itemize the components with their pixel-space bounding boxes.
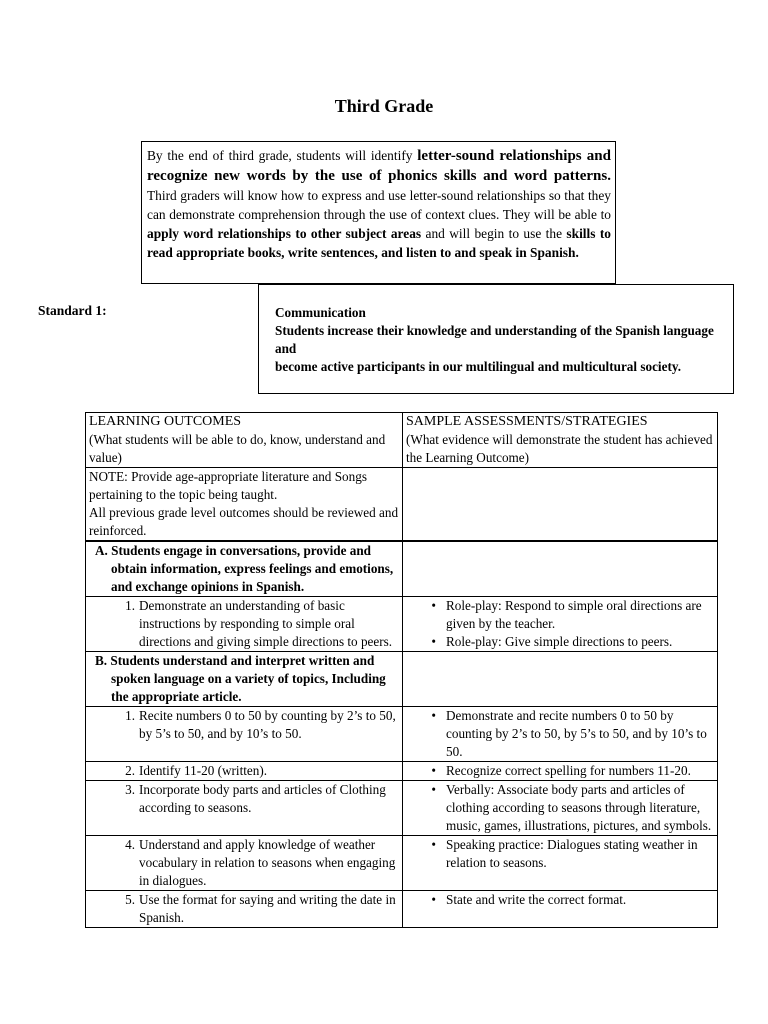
outcome-text: Recite numbers 0 to 50 by counting by 2’s to 50, by 5’s to 50, and by 10’s to 50.: [139, 708, 396, 741]
outcome-cell: [86, 781, 403, 836]
outcome-text: Demonstrate an understanding of basic instructions by responding to simple oral directions and giving simple directions to peers.: [139, 598, 393, 649]
bullet-icon: •: [431, 837, 436, 852]
section-a-row: [86, 541, 718, 597]
table-row: [86, 836, 718, 891]
outcome-cell: [86, 836, 403, 891]
outcome-cell: [86, 762, 403, 781]
strategy-text: Recognize correct spelling for numbers 11-20.: [446, 763, 691, 778]
outcome-number: 1.: [125, 708, 135, 723]
header-cell-assessments: [403, 413, 718, 468]
intro-text-3: and will begin to use the: [421, 226, 567, 241]
strategy-item: [406, 781, 714, 835]
standard-box: [258, 284, 734, 394]
outcome-text: Understand and apply knowledge of weather vocabulary in relation to seasons when engaging in dialogues.: [139, 837, 396, 888]
outcome-item: [89, 707, 399, 743]
strategy-text: Speaking practice: Dialogues stating weather in relation to seasons.: [446, 837, 698, 870]
page-title: Third Grade: [334, 96, 434, 116]
outcomes-column-heading: LEARNING OUTCOMES: [89, 414, 242, 429]
intro-paragraph-box: [141, 141, 616, 284]
outcome-cell: [86, 891, 403, 928]
section-b-heading: B. Students understand and interpret written and spoken language on a variety of topics, Including the appropriate article.: [86, 652, 403, 707]
table-row: [86, 597, 718, 652]
outcome-cell: [86, 597, 403, 652]
intro-bold-3: skills to read appropriate books, write sentences, and listen to and speak in Spanish.: [147, 226, 611, 260]
strategy-text: Role-play: Respond to simple oral directions are given by the teacher.: [446, 598, 702, 631]
outcome-number: 3.: [125, 782, 135, 797]
bullet-icon: •: [431, 598, 436, 613]
strategy-text: Verbally: Associate body parts and articles of clothing according to seasons through literature, music, games, illustrations, pictures, and symbols.: [446, 782, 712, 833]
strategy-item: [406, 891, 714, 909]
outcome-item: [89, 762, 399, 780]
note-text-2: All previous grade level outcomes should be reviewed and reinforced.: [89, 505, 399, 538]
outcome-number: 5.: [125, 892, 135, 907]
section-b-row: [86, 652, 718, 707]
intro-bold-1: letter-sound relationships and recognize new words by the use of phonics skills and word patterns.: [147, 148, 611, 184]
strategy-cell: [403, 762, 718, 781]
bullet-icon: •: [431, 782, 436, 797]
outcome-cell: [86, 707, 403, 762]
standard-line-1: Students increase their knowledge and understanding of the Spanish language and: [275, 323, 714, 356]
section-b-empty-cell: [403, 652, 718, 707]
assessments-column-subheading: (What evidence will demonstrate the student has achieved the Learning Outcome): [406, 432, 713, 465]
header-cell-outcomes: [86, 413, 403, 468]
strategy-text: Demonstrate and recite numbers 0 to 50 by counting by 2’s to 50, by 5’s to 50, and by 10’s to 50.: [446, 708, 707, 759]
strategy-item: [406, 707, 714, 761]
outcome-number: 1.: [125, 598, 135, 613]
table-row: [86, 891, 718, 928]
outcome-item: [89, 597, 399, 651]
outcome-text: Use the format for saying and writing the date in Spanish.: [139, 892, 396, 925]
section-a-heading: A. Students engage in conversations, provide and obtain information, express feelings and emotions, and exchange opinions in Spanish.: [86, 541, 403, 597]
outcome-number: 2.: [125, 763, 135, 778]
outcome-number: 4.: [125, 837, 135, 852]
outcome-item: [89, 891, 399, 927]
intro-text-2: Third graders will know how to express and use letter-sound relationships so that they can demonstrate comprehension through the use of context clues. They will be able to: [147, 188, 611, 222]
strategy-item: [406, 762, 714, 780]
bullet-icon: •: [431, 708, 436, 723]
table-row: [86, 762, 718, 781]
table-row: [86, 781, 718, 836]
bullet-icon: •: [431, 763, 436, 778]
outcomes-column-subheading: (What students will be able to do, know, understand and value): [89, 432, 386, 465]
note-cell: [86, 468, 403, 542]
section-a-empty-cell: [403, 541, 718, 597]
strategy-text: State and write the correct format.: [446, 892, 627, 907]
note-text: NOTE: Provide age-appropriate literature and Songs pertaining to the topic being taught.: [89, 469, 367, 502]
standard-label: Standard 1:: [38, 303, 107, 318]
outcome-text: Incorporate body parts and articles of Clothing according to seasons.: [139, 782, 386, 815]
strategy-cell: [403, 891, 718, 928]
strategy-item: [406, 836, 714, 872]
strategy-cell: [403, 781, 718, 836]
strategy-item: [406, 633, 714, 651]
strategy-text: Role-play: Give simple directions to peers.: [446, 634, 673, 649]
intro-text-1: By the end of third grade, students will identify: [147, 148, 418, 163]
note-empty-cell: [403, 468, 718, 542]
outcome-item: [89, 781, 399, 817]
table-row: [86, 707, 718, 762]
table-header-row: [86, 413, 718, 468]
intro-bold-2: apply word relationships to other subject areas: [147, 226, 422, 241]
bullet-icon: •: [431, 634, 436, 649]
note-row: [86, 468, 718, 542]
standard-heading: Communication: [275, 305, 366, 320]
outcome-text: Identify 11-20 (written).: [139, 763, 268, 778]
strategy-cell: [403, 707, 718, 762]
outcome-item: [89, 836, 399, 890]
strategy-cell: [403, 836, 718, 891]
bullet-icon: •: [431, 892, 436, 907]
assessments-column-heading: SAMPLE ASSESSMENTS/STRATEGIES: [406, 414, 648, 429]
outcomes-table: [85, 412, 718, 928]
outcomes-table-body: [86, 413, 718, 928]
strategy-cell: [403, 597, 718, 652]
standard-line-2: become active participants in our multilingual and multicultural society.: [275, 359, 682, 374]
strategy-item: [406, 597, 714, 633]
